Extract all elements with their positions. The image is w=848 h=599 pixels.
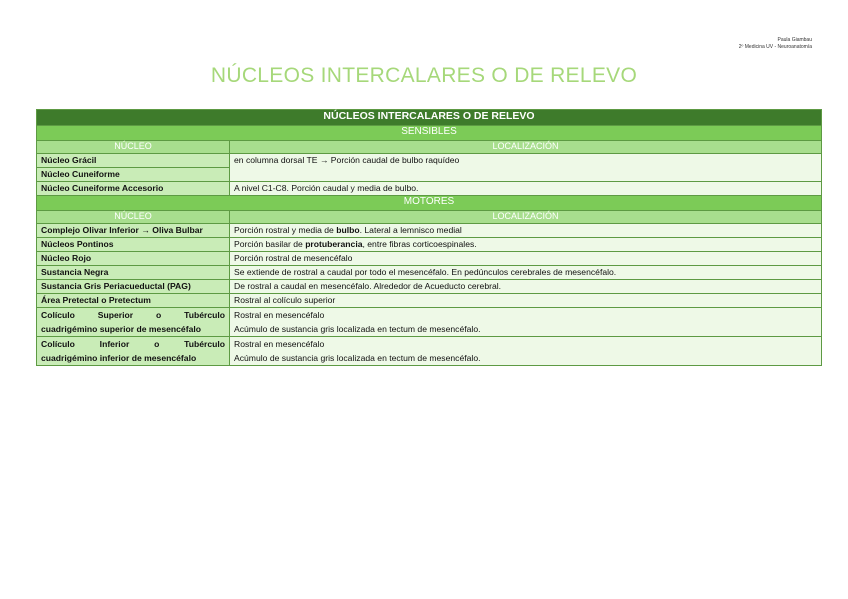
- nucleus-name-line-2: cuadrigémino inferior de mesencéfalo: [41, 353, 197, 363]
- location-emphasis: protuberancia: [305, 239, 363, 249]
- nucleus-location: De rostral a caudal en mesencéfalo. Alrededor de Acueducto cerebral.: [230, 280, 822, 294]
- nucleus-name: Núcleo Cuneiforme: [37, 168, 230, 182]
- course-name: 2º Medicina UV - Neuroanatomía: [738, 44, 812, 50]
- nucleus-name: [37, 337, 230, 366]
- column-header-nucleo: NÚCLEO: [37, 211, 230, 224]
- table-row: [37, 154, 822, 168]
- nucleus-name: Sustancia Gris Periacueductal (PAG): [37, 280, 230, 294]
- column-header-localizacion: LOCALIZACIÓN: [230, 141, 822, 154]
- author-name: Paula Giambau: [777, 37, 812, 43]
- section-row-sensibles: [37, 126, 822, 141]
- location-line-2: Acúmulo de sustancia gris localizada en tectum de mesencéfalo.: [234, 324, 481, 334]
- location-emphasis: bulbo: [336, 225, 360, 235]
- location-text: , entre fibras corticoespinales.: [362, 239, 477, 249]
- nucleus-location: [230, 308, 822, 337]
- column-header-row: [37, 211, 822, 224]
- location-line-1: Rostral en mesencéfalo: [234, 339, 325, 349]
- document-title: NÚCLEOS INTERCALARES O DE RELEVO: [210, 64, 638, 87]
- table-row: [37, 238, 822, 252]
- section-label-sensibles: SENSIBLES: [37, 126, 822, 141]
- table-row: [37, 294, 822, 308]
- table-title-row: [37, 110, 822, 126]
- location-line-2: Acúmulo de sustancia gris localizada en tectum de mesencéfalo.: [234, 353, 481, 363]
- nucleus-location: [230, 337, 822, 366]
- column-header-localizacion: LOCALIZACIÓN: [230, 211, 822, 224]
- nucleus-name: Núcleo Grácil: [37, 154, 230, 168]
- location-text: Porción basilar de: [234, 239, 306, 249]
- nucleus-location: Porción rostral de mesencéfalo: [230, 252, 822, 266]
- nucleus-name: Núcleo Rojo: [37, 252, 230, 266]
- table-row: [37, 252, 822, 266]
- nucleus-location: [230, 224, 822, 238]
- section-label-motores: MOTORES: [37, 196, 822, 211]
- nucleus-name: Núcleo Cuneiforme Accesorio: [37, 182, 230, 196]
- table-row: [37, 337, 822, 366]
- table-row: [37, 280, 822, 294]
- table-row: [37, 182, 822, 196]
- nucleus-name: Complejo Olivar Inferior → Oliva Bulbar: [37, 224, 230, 238]
- nucleus-location: [230, 238, 822, 252]
- nuclei-table: [36, 109, 822, 366]
- location-text: Porción rostral y media de: [234, 225, 337, 235]
- table-row: [37, 266, 822, 280]
- nucleus-name: [37, 308, 230, 337]
- table-row: [37, 224, 822, 238]
- nucleus-name: Sustancia Negra: [37, 266, 230, 280]
- location-line-1: Rostral en mesencéfalo: [234, 310, 325, 320]
- nucleus-location: Se extiende de rostral a caudal por todo el mesencéfalo. En pedúnculos cerebrales de mesencéfalo.: [230, 266, 822, 280]
- nucleus-name-line-2: cuadrigémino superior de mesencéfalo: [41, 324, 201, 334]
- location-text: . Lateral a lemnisco medial: [359, 225, 462, 235]
- column-header-row: [37, 141, 822, 154]
- nucleus-name: Área Pretectal o Pretectum: [37, 294, 230, 308]
- header-meta: [739, 37, 812, 51]
- nucleus-location: A nivel C1-C8. Porción caudal y media de bulbo.: [230, 182, 822, 196]
- nucleus-name-line-1: Colículo Inferior o Tubérculo: [41, 339, 225, 349]
- table-title: NÚCLEOS INTERCALARES O DE RELEVO: [37, 110, 822, 126]
- nucleus-name-line-1: Colículo Superior o Tubérculo: [41, 310, 225, 320]
- table-row: [37, 308, 822, 337]
- nucleus-location: en columna dorsal TE → Porción caudal de bulbo raquídeo: [230, 154, 822, 182]
- column-header-nucleo: NÚCLEO: [37, 141, 230, 154]
- nucleus-location: Rostral al colículo superior: [230, 294, 822, 308]
- section-row-motores: [37, 196, 822, 211]
- nucleus-name: Núcleos Pontinos: [37, 238, 230, 252]
